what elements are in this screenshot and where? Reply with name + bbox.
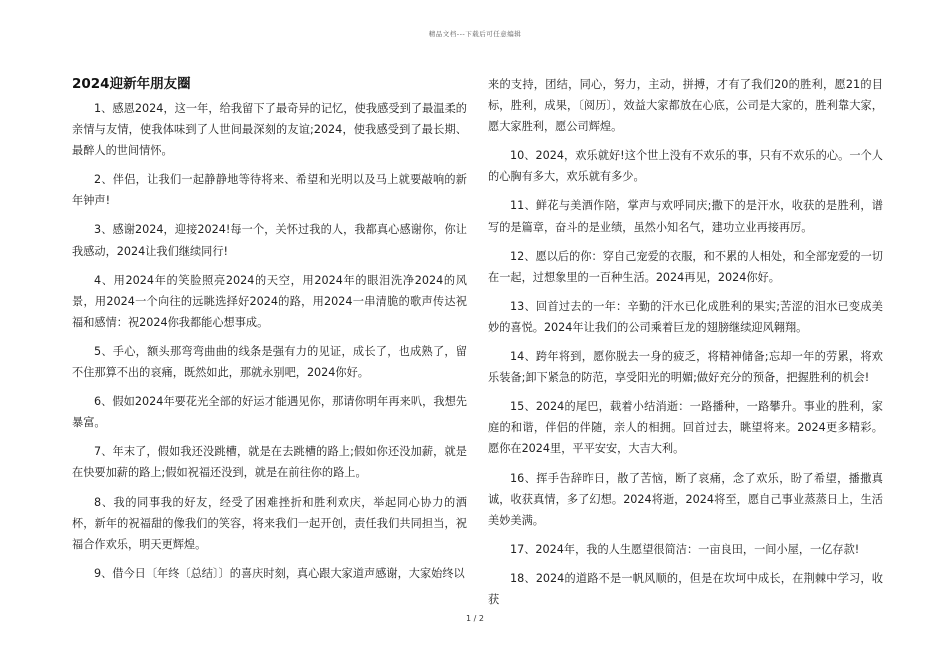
paragraph-6: 6、假如2024年要花光全部的好运才能遇见你，那请你明年再来叭，我想先暴富。 — [72, 395, 467, 430]
paragraph-4: 4、用2024年的笑脸照亮2024的天空，用2024年的眼泪洗净2024的风景，用2024一个向往的远眺选择好2024的路，用2024一串清脆的歌声传达祝福和感情：祝2024你我都能心想事成。 — [72, 273, 467, 329]
paragraph-3: 3、感谢2024，迎接2024!每一个，关怀过我的人，我都真心感谢你，你让我感动，2024让我们继续同行! — [72, 223, 467, 258]
paragraph-17: 17、2024年，我的人生愿望很简洁：一亩良田，一间小屋，一亿存款! — [510, 542, 860, 556]
paragraph-2: 2、伴侣，让我们一起静静地等待将来、希望和光明以及马上就要敲响的新年钟声! — [72, 173, 467, 208]
paragraph-11: 11、鲜花与美酒作陪，掌声与欢呼同庆;撒下的是汗水，收获的是胜利，谱写的是篇章，奋斗的是业绩，虽然小知名气，建功立业再接再厉。 — [488, 199, 883, 234]
paragraph-9-continued: 来的支持，团结，同心，努力，主动，拼搏，才有了我们20的胜利，愿21的目标，胜利，成果，〔阅历〕，效益大家都放在心底，公司是大家的，胜利靠大家，愿大家胜利，愿公司辉煌。 — [488, 78, 883, 134]
document-title: 2024迎新年朋友圈 — [72, 76, 191, 92]
paragraph-1: 1、感恩2024，这一年，给我留下了最奇异的记忆，使我感受到了最温柔的亲情与友情，使我体味到了人世间最深刻的友谊;2024，使我感受到了最长期、最醉人的世间情怀。 — [72, 102, 467, 158]
paragraph-16: 16、挥手告辞昨日，散了苦恼，断了哀痛，念了欢乐，盼了希望，播撒真诚，收获真情，多了幻想。2024将逝，2024将至，愿自己事业蒸蒸日上，生活美妙美满。 — [488, 471, 883, 527]
page-number: 1 / 2 — [466, 614, 484, 623]
paragraph-10: 10、2024，欢乐就好!这个世上没有不欢乐的事，只有不欢乐的心。一个人的心胸有多大，欢乐就有多少。 — [488, 149, 883, 184]
paragraph-14: 14、跨年将到，愿你脱去一身的疲乏，将精神储备;忘却一年的劳累，将欢乐装备;卸下紧急的防范，享受阳光的明媚;做好充分的预备，把握胜利的机会! — [488, 350, 883, 385]
paragraph-18: 18、2024的道路不是一帆风顺的，但是在坎坷中成长，在荆棘中学习，收获 — [488, 571, 883, 606]
paragraph-5: 5、手心，额头那弯弯曲曲的线条是强有力的见证，成长了，也成熟了，留不住那算不出的哀痛，既然如此，那就永别吧，2024你好。 — [72, 344, 467, 380]
page-header: 精品文档---下载后可任意编辑 — [428, 30, 522, 38]
paragraph-8: 8、我的同事我的好友，经受了困难挫折和胜利欢庆，举起同心协力的酒杯，新年的祝福甜的像我们的笑容，将来我们一起开创，责任我们共同担当，祝福合作欢乐，明天更辉煌。 — [72, 495, 467, 551]
paragraph-15: 15、2024的尾巴，载着小结消逝：一路播种，一路攀升。事业的胜利，家庭的和谐，伴侣的伴随，亲人的相拥。回首过去，眺望将来。2024更多精彩。愿你在2024里，平平安安，大吉大利。 — [488, 400, 883, 456]
right-column — [488, 74, 883, 618]
paragraph-7: 7、年末了，假如我还没跳槽，就是在去跳槽的路上;假如你还没加薪，就是在快要加薪的路上;假如祝福还没到，就是在前往你的路上。 — [72, 445, 467, 480]
left-column — [72, 74, 467, 592]
paragraph-12: 12、愿以后的你：穿自己宠爱的衣服，和不累的人相处，和全部宠爱的一切在一起，过想象里的一百种生活。2024再见，2024你好。 — [488, 249, 883, 284]
paragraph-9: 9、借今日〔年终〔总结〕〕的喜庆时刻，真心跟大家道声感谢，大家始终以 — [94, 566, 465, 580]
paragraph-13: 13、回首过去的一年：辛勤的汗水已化成胜利的果实;苦涩的泪水已变成美妙的喜悦。2024年让我们的公司乘着巨龙的翅膀继续迎风翱翔。 — [488, 299, 883, 334]
